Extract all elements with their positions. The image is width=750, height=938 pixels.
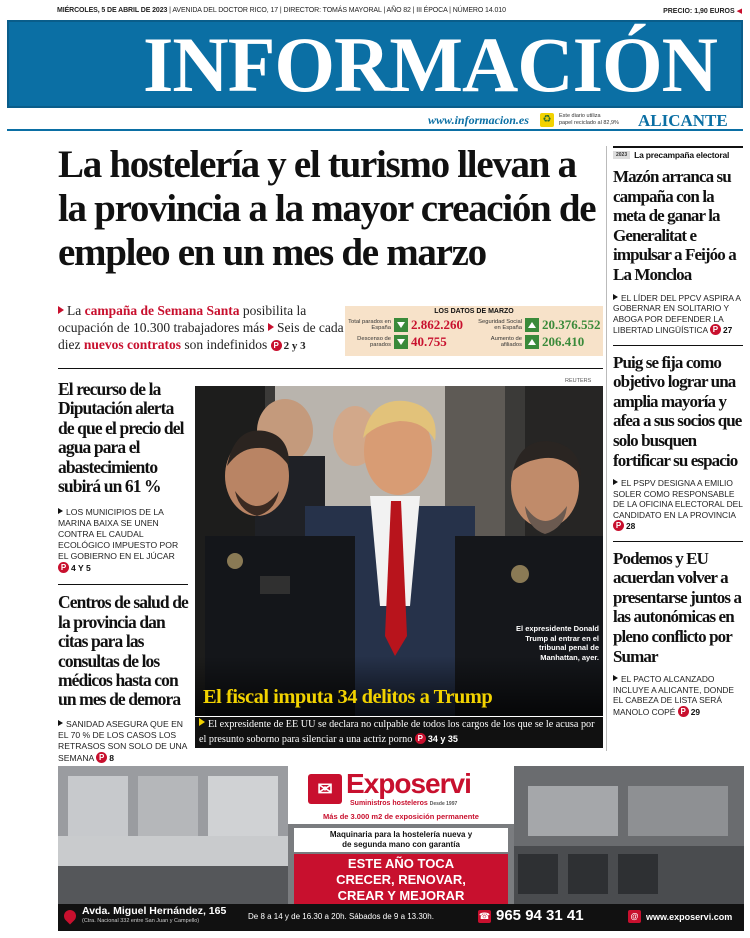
stat-item xyxy=(347,317,472,333)
website[interactable]: www.informacion.es xyxy=(428,113,529,127)
right-story-2[interactable] xyxy=(613,345,743,532)
ad-tagline: Suministros hosteleros Desde 1997 xyxy=(350,800,458,807)
photo-page-ref[interactable]: 34 y 35 xyxy=(427,734,458,744)
epoch: III ÉPOCA xyxy=(416,7,448,14)
lead-deck: La campaña de Semana Santa posibilita la ocupación de 10.300 trabajadores más Seis de cada diez nuevos contratos son indefinidos P 2 y 3 xyxy=(58,303,344,352)
masthead-title: INFORMACIÓN xyxy=(143,21,717,108)
page-icon: P xyxy=(271,340,282,351)
arrow-up-icon xyxy=(525,318,539,332)
page-ref[interactable]: 2 y 3 xyxy=(283,340,306,352)
recycle-icon: ♻ xyxy=(540,113,554,127)
stat-label: Seguridad Social en España xyxy=(478,318,522,331)
stat-value: 20.376.552 xyxy=(542,317,601,332)
right-column xyxy=(613,146,743,717)
arrow-icon xyxy=(58,306,64,314)
arrow-icon xyxy=(268,323,274,331)
right-story-1[interactable] xyxy=(613,167,743,336)
stats-box xyxy=(345,306,603,356)
left-story-1-headline[interactable]: El recurso de la Diputación alerta de que el precio del agua para el abastecimiento subirá un 61 % xyxy=(58,379,184,497)
masthead-info-line: MIÉRCOLES, 5 DE ABRIL DE 2023 | AVENIDA DEL DOCTOR RICO, 17 | DIRECTOR: TOMÁS MAYORAL | AÑO 82 | III ÉPOCA | NÚMERO 14.010 xyxy=(57,7,506,14)
stat-value: 40.755 xyxy=(411,334,447,349)
director: DIRECTOR: TOMÁS MAYORAL xyxy=(283,7,382,14)
photo-deck: El expresidente de EE UU se declara no culpable de todos los cargos de los que se le acusa por el presunto soborno para silenciar a una actriz porno P 34 y 35 xyxy=(195,717,603,748)
arrow-down-icon xyxy=(394,335,408,349)
issue-number: NÚMERO 14.010 xyxy=(452,7,506,14)
arrow-up-icon xyxy=(525,335,539,349)
address: AVENIDA DEL DOCTOR RICO, 17 xyxy=(172,7,279,14)
left-story-2-sub: SANIDAD ASEGURA QUE EN EL 70 % DE LOS CASOS LOS RETRASOS SON SOLO DE UNA SEMANA P 8 xyxy=(58,718,187,763)
arrow-down-icon xyxy=(394,318,408,332)
price: PRECIO: 1,90 EUROS ◀ xyxy=(663,8,742,15)
lead-headline[interactable]: La hostelería y el turismo llevan a la provincia a la mayor creación de empleo en un mes de marzo xyxy=(58,143,596,274)
deck-link-semana-santa[interactable]: campaña de Semana Santa xyxy=(84,303,240,318)
stat-label: Aumento de afiliados xyxy=(490,335,522,348)
stat-item xyxy=(478,317,603,333)
right-story-3[interactable] xyxy=(613,541,743,718)
ad-machinery: Maquinaria para la hostelería nueva y de segunda mano con garantía xyxy=(294,828,508,852)
stat-item xyxy=(347,334,472,350)
stat-label: Descenso de parados xyxy=(357,335,391,348)
stat-value: 206.410 xyxy=(542,334,585,349)
election-tag xyxy=(613,146,743,160)
stat-value: 2.862.260 xyxy=(411,317,463,332)
masthead-subbar xyxy=(7,111,743,131)
exposervi-logo-icon: ✉ xyxy=(308,774,342,804)
left-column xyxy=(58,380,188,764)
photo-credit: REUTERS xyxy=(565,378,592,384)
photo-headline[interactable]: El fiscal imputa 34 delitos a Trump xyxy=(203,686,493,708)
left-story-1-sub: LOS MUNICIPIOS DE LA MARINA BAIXA SE UNEN CONTRA EL CAUDAL ECOLÓGICO IMPUESTO POR EL GOBIERNO EN EL JÚCAR P 4 Y 5 xyxy=(58,507,179,574)
ad-phone[interactable]: 965 94 31 41 xyxy=(496,907,584,924)
right-story-3-headline[interactable]: Podemos y EU acuerdan volver a presentarse juntos a las autonómicas en pleno conflicto por Sumar xyxy=(613,548,742,666)
trump-photo[interactable] xyxy=(195,386,603,716)
year: AÑO 82 xyxy=(386,7,411,14)
ad-exhibit: Más de 3.000 m2 de exposición permanente xyxy=(323,812,479,821)
photo-illustration xyxy=(195,386,603,716)
eco-note: Este diario utiliza papel reciclado al 82,9% xyxy=(559,113,619,126)
right-story-1-headline[interactable]: Mazón arranca su campaña con la meta de ganar la Generalitat e impulsar a Feijóo a La Moncloa xyxy=(613,167,736,284)
phone-icon: ☎ xyxy=(478,911,491,921)
ad-hours: De 8 a 14 y de 16.30 a 20h. Sábados de 9 a 13.30h. xyxy=(248,912,434,921)
photo-caption: El expresidente Donald Trump al entrar en el tribunal penal de Manhattan, ayer. xyxy=(516,624,599,662)
stats-title: LOS DATOS DE MARZO xyxy=(434,308,514,315)
right-story-2-sub: EL PSPV DESIGNA A EMILIO SOLER COMO RESPONSABLE DE LA OFICINA ELECTORAL DEL CANDIDATO EN LA PROVINCIA P 28 xyxy=(613,478,743,532)
deck-link-contratos[interactable]: nuevos contratos xyxy=(83,337,181,352)
stats-grid xyxy=(345,315,603,350)
right-story-1-sub: EL LÍDER DEL PPCV ASPIRA A GOBERNAR EN SOLITARIO Y ABOGA POR DEFENDER LA LIBERTAD LINGÜÍSTICA P 27 xyxy=(613,292,741,336)
ad-address: Avda. Miguel Hernández, 165 (Ctra. Nacional 332 entre San Juan y Campello) xyxy=(82,905,227,924)
left-story-2-headline[interactable]: Centros de salud de la provincia dan citas para las consultas de los médicos hasta con un mes de demora xyxy=(58,592,188,710)
right-story-3-sub: EL PACTO ALCANZADO INCLUYE A ALICANTE, DONDE EL CABEZA DE LISTA SERÁ MANOLO COPÉ P 29 xyxy=(613,674,735,717)
election-tag-label: La precampaña electoral xyxy=(634,150,730,160)
ad-brand: Exposervi xyxy=(346,768,471,799)
date-line: MIÉRCOLES, 5 DE ABRIL DE 2023 xyxy=(57,7,168,14)
ad-promo: ESTE AÑO TOCA CRECER, RENOVAR, CREAR Y MEJORAR xyxy=(294,854,508,906)
exposervi-ad[interactable] xyxy=(58,766,744,931)
ad-web[interactable]: www.exposervi.com xyxy=(646,912,733,922)
stat-label: Total parados en España xyxy=(348,318,391,331)
left-story-1[interactable] xyxy=(58,380,188,574)
right-story-2-headline[interactable]: Puig se fija como objetivo lograr una amplia mayoría y afea a sus socios que solo busquen fortificar su espacio xyxy=(613,352,742,470)
right-items xyxy=(613,167,743,717)
stat-item xyxy=(478,334,603,350)
city: ALICANTE xyxy=(638,111,728,130)
left-story-2[interactable] xyxy=(58,593,188,763)
web-icon: @ xyxy=(628,910,641,923)
election-year-badge: 2023 xyxy=(613,151,630,159)
